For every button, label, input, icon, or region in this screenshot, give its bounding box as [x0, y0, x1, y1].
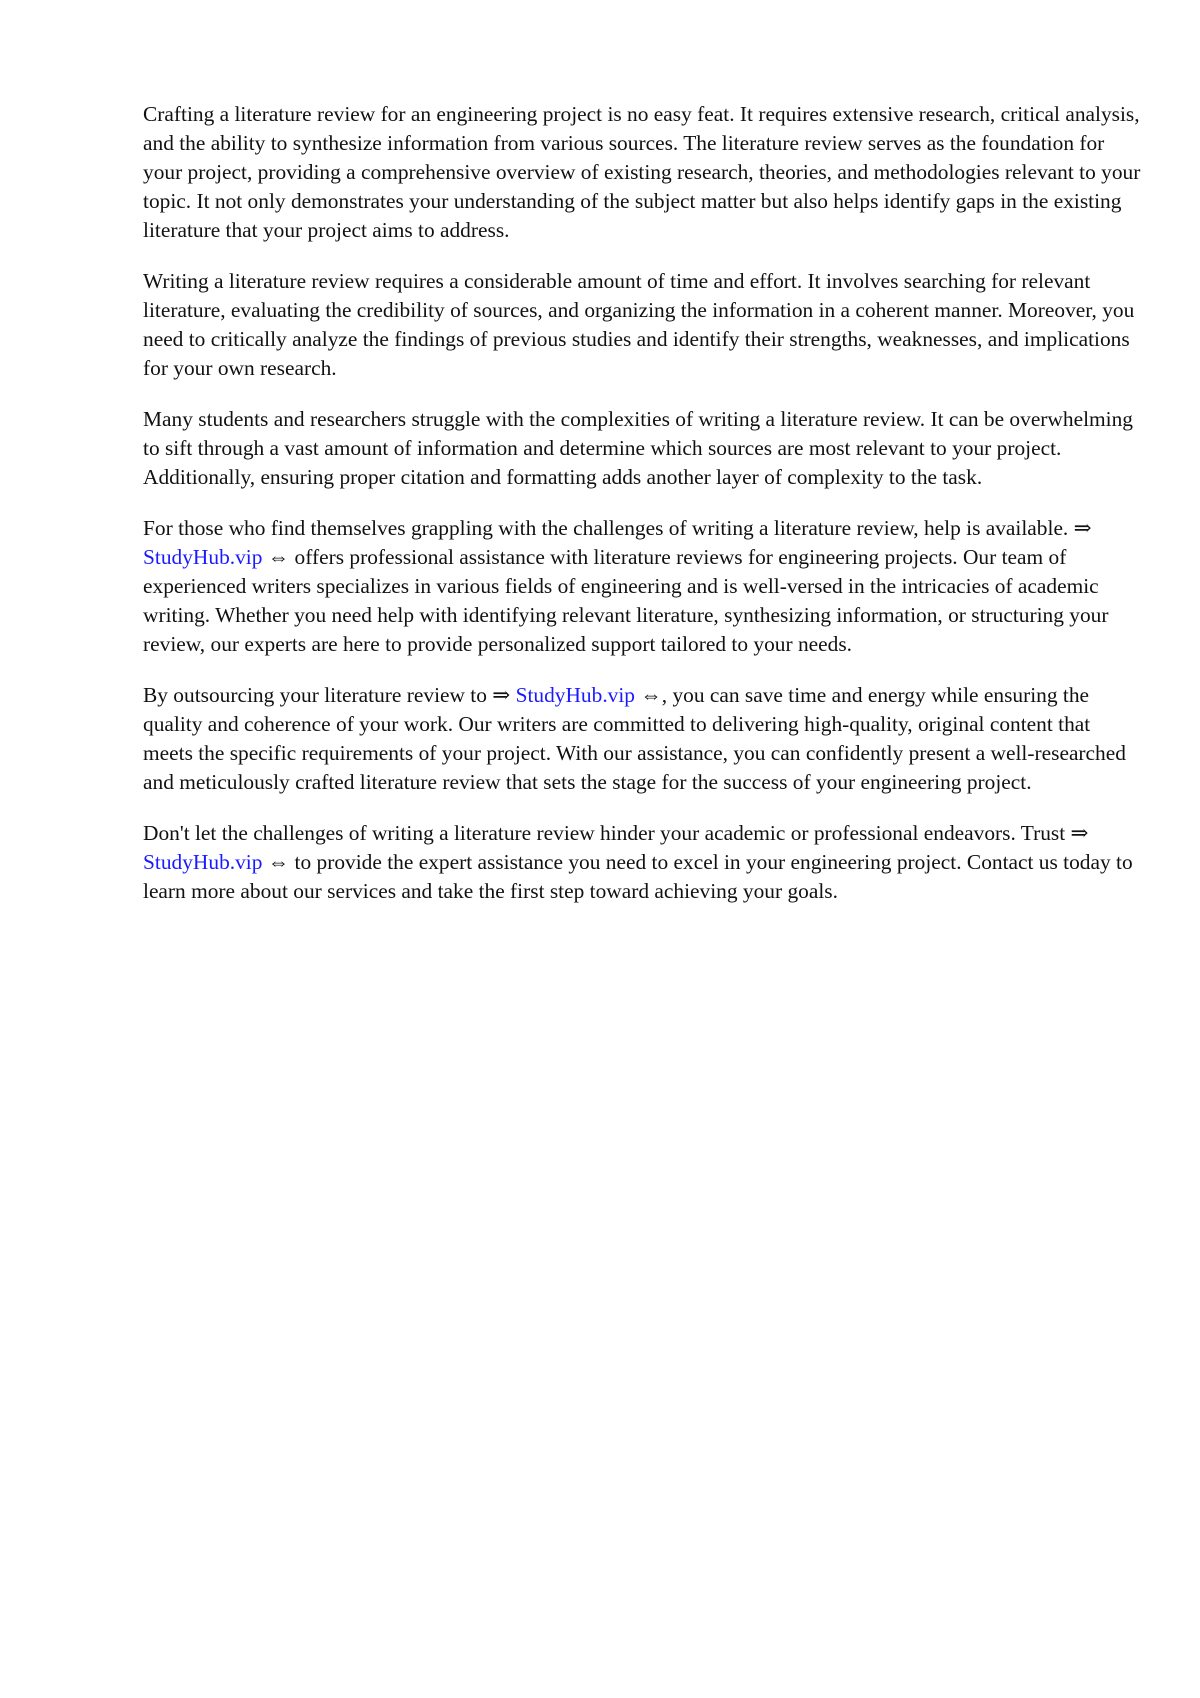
paragraph-outsourcing-rest: ⇔, you can save time and energy while ensuring the quality and coherence of your work. Our writers are committed to delivering high-quality, original content that meets the specific requirements of your project. With our assistance, you can confidently present a well-researched and meticulously crafted literature review that sets the stage for the success of your engineering project.: [143, 683, 1126, 794]
paragraph-outsourcing: [143, 681, 1143, 797]
paragraph-closing-lead: Don't let the challenges of writing a literature review hinder your academic or professional endeavors. Trust ⇒: [143, 821, 1089, 845]
paragraph-help-rest: ⇔ offers professional assistance with literature reviews for engineering projects. Our team of experienced writers specializes in various fields of engineering and is well-versed in the intricacies of academic writing. Whether you need help with identifying relevant literature, synthesizing information, or structuring your review, our experts are here to provide personalized support tailored to your needs.: [143, 545, 1109, 656]
document-body: [143, 100, 1143, 928]
studyhub-link[interactable]: StudyHub.vip: [143, 850, 263, 874]
paragraph-struggle: Many students and researchers struggle with the complexities of writing a literature review. It can be overwhelming to sift through a vast amount of information and determine which sources are most relevant to your project. Additionally, ensuring proper citation and formatting adds another layer of complexity to the task.: [143, 407, 1133, 489]
paragraph-help-lead: For those who find themselves grappling with the challenges of writing a literature review, help is available. ⇒: [143, 516, 1092, 540]
paragraph-outsourcing-lead: By outsourcing your literature review to ⇒: [143, 683, 516, 707]
paragraph-closing-rest: ⇔ to provide the expert assistance you need to excel in your engineering project. Contact us today to learn more about our services and take the first step toward achieving your goals.: [143, 850, 1133, 903]
paragraph-help: [143, 514, 1143, 659]
paragraph-intro: Crafting a literature review for an engineering project is no easy feat. It requires extensive research, critical analysis, and the ability to synthesize information from various sources. The literature review serves as the foundation for your project, providing a comprehensive overview of existing research, theories, and methodologies relevant to your topic. It not only demonstrates your understanding of the subject matter but also helps identify gaps in the existing literature that your project aims to address.: [143, 102, 1141, 242]
studyhub-link[interactable]: StudyHub.vip: [143, 545, 263, 569]
paragraph-closing: [143, 819, 1143, 906]
paragraph-effort: Writing a literature review requires a considerable amount of time and effort. It involves searching for relevant literature, evaluating the credibility of sources, and organizing the information in a coherent manner. Moreover, you need to critically analyze the findings of previous studies and identify their strengths, weaknesses, and implications for your own research.: [143, 269, 1135, 380]
studyhub-link[interactable]: StudyHub.vip: [515, 683, 636, 707]
